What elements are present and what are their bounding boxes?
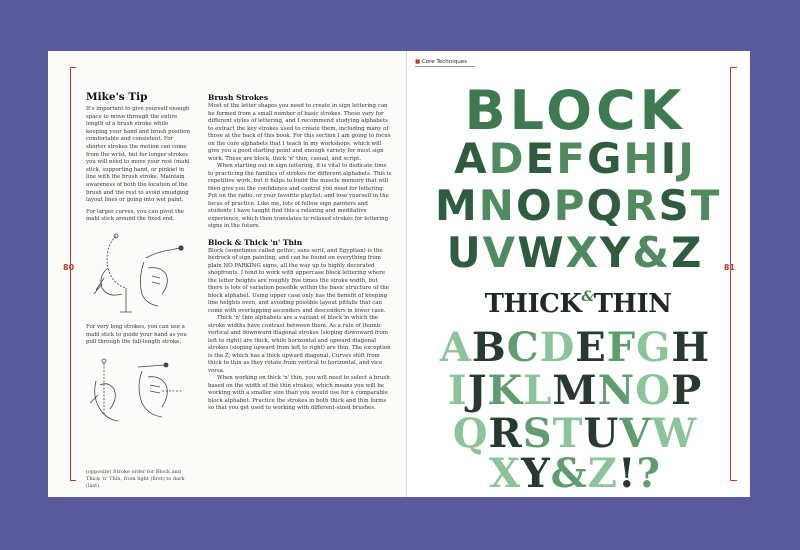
block-alphabet-row: [435, 181, 722, 230]
margin-tick: [70, 67, 76, 68]
thick-thin-title-ampersand: &: [581, 289, 594, 305]
margin-tick: [731, 480, 737, 481]
alphabet-glyph: L: [523, 367, 553, 414]
alphabet-glyph: O: [515, 181, 554, 230]
alphabet-glyph: P: [671, 367, 703, 414]
body-paragraph: Most of the letter shapes you need to create in sign lettering can be formed from a small number of basic strokes. These vary for different styles of lettering, and I recommend studying alphabets to extract the key strokes used to create them, including many of those at the back of this book. For this section I am going to focus on the core alphabets that I teach in my workshops, which will give you a good starting point and enough variety for most sign work. These are block, thick 'n' thin, casual, and script.: [208, 103, 391, 162]
body-paragraph: When working on thick 'n' thin, you will need to select a brush based on the width of the thin strokes, which means you will be working with a smaller size than you would use for a comparable block alphabet. Practice the strokes in both thick and thin forms so that you get used to working with different-sized brushes.: [208, 375, 390, 411]
book-spread: [48, 51, 750, 497]
alphabet-glyph: P: [553, 181, 587, 230]
alphabet-glyph: F: [606, 324, 637, 371]
alphabet-glyph: T: [690, 181, 722, 230]
alphabet-glyph: D: [488, 134, 526, 183]
alphabet-glyph: B: [471, 324, 507, 371]
alphabet-glyph: N: [478, 181, 516, 230]
body-paragraph: Thick 'n' thin alphabets are a variant of block in which the stroke widths have contrast between them. As a rule of thumb: vertical and downward diagonal strokes (sloping downward from left to right) are thick, while horizontal and upward diagonal strokes (sloping upward from left to right) are thin. The exception is the Z, which has a thick upward diagonal. Curves shift from thick to thin as they rotate from vertical to horizontal, and vice versa.: [208, 315, 391, 374]
tip-text: It's important to give yourself enough space to move through the entire length of a brush stroke while keeping your hand and brush position comfortable and consistent. For shorter strokes the motion can come from the wrist, but for longer strokes you will need to move your rest (mahl stick, supporting hand, or pinkie) in line with the brush stroke. Maintain awareness of both the location of the brush and the rest to avoid smudging layout lines or going into wet paint.: [86, 106, 190, 204]
thick-thin-alphabet-row: [429, 452, 721, 496]
thick-thin-title-word: THIN: [593, 289, 672, 319]
running-head-text: Core Techniques: [421, 59, 467, 65]
alphabet-glyph: Q: [452, 410, 489, 457]
figure-caption: (opposite) Stroke order for Block and Thick 'n' Thin, from light (first) to dark (last).: [86, 469, 185, 489]
alphabet-glyph: Z: [587, 450, 618, 497]
tip-text: For very long strokes, you can use a mahl stick to guide your hand as you pull through the full-length stroke.: [86, 323, 187, 346]
running-head: [415, 59, 475, 67]
alphabet-glyph: I: [660, 134, 679, 183]
alphabet-glyph: R: [624, 181, 659, 230]
alphabet-glyph: E: [525, 134, 557, 183]
thick-thin-title-word: THICK: [484, 289, 582, 319]
alphabet-glyph: &: [550, 450, 588, 497]
alphabet-glyph: F: [556, 134, 587, 183]
running-head-marker: ■: [415, 59, 421, 65]
margin-rule: [730, 67, 731, 481]
alphabet-glyph: V: [482, 228, 518, 277]
alphabet-glyph: N: [597, 367, 636, 414]
tip-text: For larger curves, you can pivot the mahl stick around the fixed end.: [86, 208, 184, 223]
alphabet-glyph: H: [623, 134, 661, 183]
page-number: 81: [723, 263, 735, 272]
alphabet-glyph: W: [517, 228, 566, 277]
alphabet-glyph: ?: [636, 450, 661, 497]
body-paragraph: Block (sometimes called gothic, sans serif, and Egyptian) is the bedrock of sign painting, and can be found on everything from plain NO PARKING signs, all the way up to highly decorated shopfronts. I tend to work with uppercase block lettering where the letter heights are roughly five times the stroke width, but there is lots of variation possible within the basic structure of the block alphabet. Using upper case only has the benefit of keeping line heights even, and avoiding possible layout pitfalls that can come with overlapping ascenders and descenders in lower case.: [208, 247, 389, 314]
tip-title: Mike's Tip: [86, 91, 148, 103]
alphabet-glyph: H: [671, 324, 711, 371]
margin-tick: [731, 67, 737, 68]
alphabet-glyph: X: [565, 228, 600, 277]
alphabet-glyph: O: [635, 367, 672, 414]
margin-rule: [70, 67, 71, 481]
section-heading: Block & Thick 'n' Thin: [208, 237, 303, 247]
alphabet-glyph: &: [632, 228, 671, 277]
alphabet-glyph: A: [454, 134, 489, 183]
tip-sidebar: [86, 91, 190, 435]
alphabet-glyph: J: [467, 367, 488, 414]
block-title: BLOCK: [464, 79, 686, 142]
alphabet-glyph: M: [552, 367, 598, 414]
body-paragraph: When starting out in sign lettering, it is vital to dedicate time to practicing the families of strokes for different alphabets. This is repetitive work, but it helps to build the muscle memory that will then give you the confidence and control you need for lettering. Put on the radio, or your favorite playlist, and lose yourself in the focus of practice. Like me, lots of fellow sign painters and students I have taught find this a relaxing and meditative experience, which then translates to relaxed strokes for lettering signs in the future.: [208, 163, 392, 229]
alphabet-glyph: C: [506, 324, 540, 371]
alphabet-glyph: U: [446, 228, 483, 277]
hand-long-stroke-illustration: [86, 351, 190, 431]
alphabet-glyph: G: [586, 134, 624, 183]
alphabet-glyph: K: [487, 367, 524, 414]
left-page: [48, 51, 406, 497]
alphabet-glyph: A: [439, 324, 472, 371]
thick-thin-alphabet-row: [429, 326, 721, 370]
page-number: 80: [63, 263, 75, 272]
hand-mahl-stick-illustration: [86, 228, 190, 320]
alphabet-glyph: X: [489, 450, 522, 497]
alphabet-glyph: T: [552, 410, 584, 457]
alphabet-glyph: J: [678, 134, 696, 183]
block-alphabet-row: [435, 135, 715, 183]
alphabet-glyph: I: [447, 367, 468, 414]
alphabet-glyph: !: [617, 450, 637, 497]
thick-thin-title: [455, 289, 701, 319]
alphabet-glyph: R: [488, 410, 523, 457]
alphabet-glyph: V: [619, 410, 652, 457]
alphabet-glyph: S: [658, 181, 691, 230]
alphabet-glyph: M: [435, 181, 479, 230]
main-text-column: [208, 92, 392, 413]
alphabet-glyph: U: [583, 410, 620, 457]
alphabet-glyph: Q: [586, 181, 625, 230]
alphabet-glyph: Y: [599, 228, 633, 277]
right-page: [406, 51, 750, 497]
alphabet-glyph: W: [651, 410, 698, 457]
thick-thin-alphabet-row: [429, 369, 721, 413]
alphabet-glyph: Y: [521, 450, 551, 497]
block-alphabet-row: [435, 229, 715, 277]
section-heading: Brush Strokes: [208, 93, 269, 102]
alphabet-glyph: G: [636, 324, 672, 371]
margin-tick: [70, 480, 76, 481]
alphabet-glyph: S: [522, 410, 553, 457]
alphabet-glyph: E: [575, 324, 607, 371]
alphabet-glyph: Z: [670, 228, 704, 277]
alphabet-glyph: D: [539, 324, 576, 371]
